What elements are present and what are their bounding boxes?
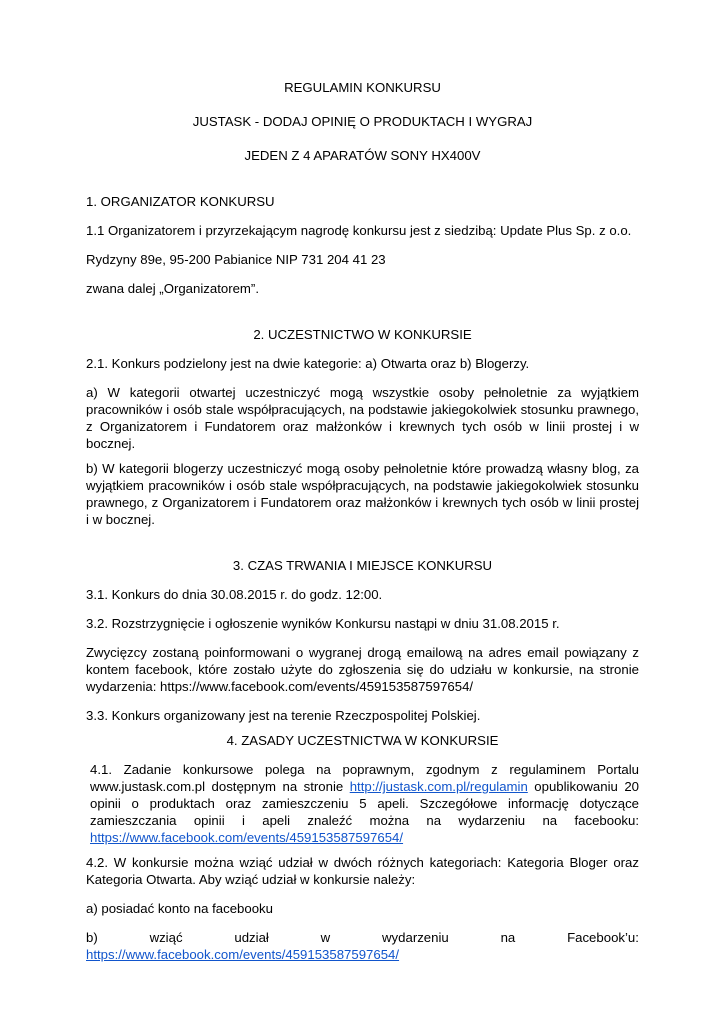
section-3-paragraph-1: 3.1. Konkurs do dnia 30.08.2015 r. do godz. 12:00. <box>86 587 383 602</box>
section-2-paragraph-3: b) W kategorii blogerzy uczestniczyć mogą osoby pełnoletnie które prowadzą własny blog, za wyjątkiem pracowników i osób stale współpracujących, na podstawie jakiegokolwiek stosunku prawnego, z Organizatorem i Fundatorem oraz małżonków i krewnych tych osób w linii prostej i w bocznej. <box>86 461 639 527</box>
word: wziąć <box>149 930 183 945</box>
section-1-paragraph-2: Rydzyny 89e, 95-200 Pabianice NIP 731 204 41 23 <box>86 252 386 267</box>
section-2-paragraph-1: 2.1. Konkurs podzielony jest na dwie kategorie: a) Otwarta oraz b) Blogerzy. <box>86 356 530 371</box>
document-subtitle-2: JEDEN Z 4 APARATÓW SONY HX400V <box>244 148 481 163</box>
section-4-paragraph-4-line <box>86 929 639 946</box>
section-3-paragraph-2: 3.2. Rozstrzygnięcie i ogłoszenie wyników Konkursu nastąpi w dniu 31.08.2015 r. <box>86 616 560 631</box>
section-1-paragraph-1: 1.1 Organizatorem i przyrzekającym nagrodę konkursu jest z siedzibą: Update Plus Sp. z o.o. <box>86 223 632 238</box>
word: udział <box>234 930 269 945</box>
facebook-event-link[interactable]: https://www.facebook.com/events/459153587597654/ <box>90 830 404 845</box>
section-4-heading: 4. ZASADY UCZESTNICTWA W KONKURSIE <box>226 733 499 748</box>
section-1-heading: 1. ORGANIZATOR KONKURSU <box>86 194 275 209</box>
section-1-paragraph-3: zwana dalej „Organizatorem”. <box>86 281 259 296</box>
word: na <box>500 930 516 945</box>
section-4-paragraph-1 <box>86 761 639 846</box>
facebook-event-link-2[interactable]: https://www.facebook.com/events/459153587597654/ <box>86 947 400 962</box>
section-4-paragraph-1-text-b: opublikowaniu 20 opinii o produktach oraz zamieszczeniu 5 apeli. Szczegółowe informację dotyczące zamieszczania opinii i apeli znaleźć można na wydarzeniu na facebooku: <box>90 779 639 828</box>
section-2-paragraph-2: a) W kategorii otwartej uczestniczyć mogą wszystkie osoby pełnoletnie za wyjątkiem pracowników i osób stale współpracujących, na podstawie jakiegokolwiek stosunku prawnego, z Organizatorem i Fundatorem oraz małżonków i krewnych tych osób w linii prostej i w bocznej. <box>86 385 639 451</box>
word: b) <box>86 930 98 945</box>
document-page <box>86 79 639 963</box>
section-3-heading: 3. CZAS TRWANIA I MIEJSCE KONKURSU <box>232 558 493 573</box>
word: w <box>320 930 331 945</box>
document-subtitle: JUSTASK - DODAJ OPINIĘ O PRODUKTACH I WYGRAJ <box>192 114 533 129</box>
section-3-paragraph-3: Zwycięzcy zostaną poinformowani o wygranej drogą emailową na adres email powiązany z kontem facebook, które zostało użyte do zgłoszenia się do udziału w konkursie, na stronie wydarzenia: https://www.facebook.com/events/459153587597654/ <box>86 645 639 694</box>
section-3-paragraph-4: 3.3. Konkurs organizowany jest na terenie Rzeczpospolitej Polskiej. <box>86 708 481 723</box>
section-2-heading: 2. UCZESTNICTWO W KONKURSIE <box>253 327 472 342</box>
word: wydarzeniu <box>382 930 449 945</box>
section-4-paragraph-1-text-a: 4.1. Zadanie konkursowe polega na poprawnym, zgodnym z regulaminem Portalu www.justask.com.pl dostępnym na stronie <box>90 762 639 794</box>
section-4-paragraph-2: 4.2. W konkursie można wziąć udział w dwóch różnych kategoriach: Kategoria Bloger oraz Kategoria Otwarta. Aby wziąć udział w konkursie należy: <box>86 855 639 887</box>
section-4-paragraph-3: a) posiadać konto na facebooku <box>86 901 273 916</box>
section-4-paragraph-4 <box>86 929 639 963</box>
document-title: REGULAMIN KONKURSU <box>284 80 441 95</box>
word: Facebook’u: <box>567 930 639 945</box>
regulamin-link[interactable]: http://justask.com.pl/regulamin <box>349 779 528 794</box>
